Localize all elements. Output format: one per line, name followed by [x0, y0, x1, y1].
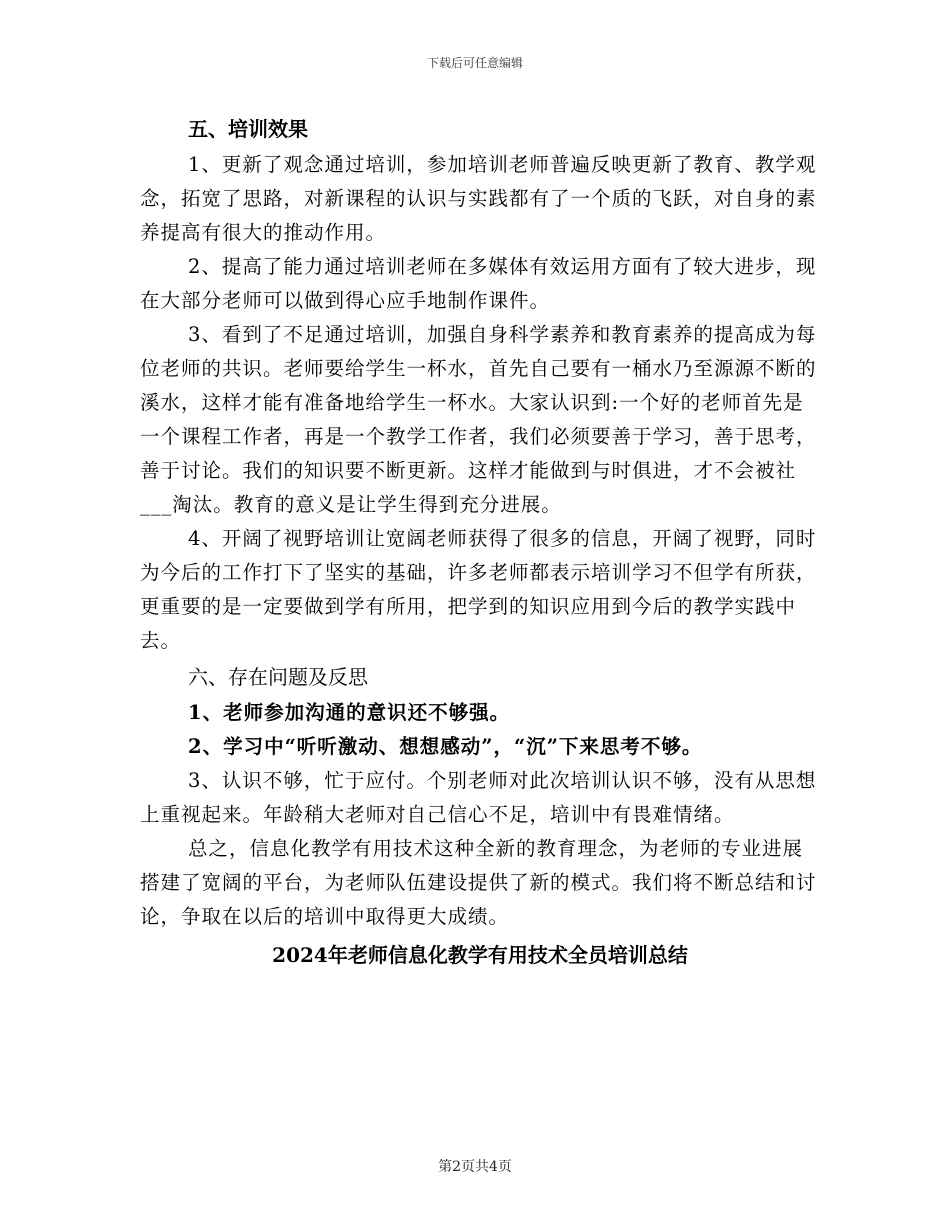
- paragraph-effect-3: 3、看到了不足通过培训，加强自身科学素养和教育素养的提高成为每位老师的共识。老师要给学生一杯水，首先自己要有一桶水乃至源源不断的溪水，这样才能有准备地给学生一杯水。大家认识到:一个好的老师首先是一个课程工作者，再是一个教学工作者，我们必须要善于学习，善于思考，善于讨论。我们的知识要不断更新。这样才能做到与时俱进，才不会被社___淘汰。教育的意义是让学生得到充分进展。: [140, 323, 817, 516]
- section-heading-problems: 六、存在问题及反思: [188, 665, 368, 689]
- next-document-title: 2024年老师信息化教学有用技术全员培训总结: [272, 943, 688, 967]
- paragraph-problem-3: 3、认识不够，忙于应付。个别老师对此次培训认识不够，没有从思想上重视起来。年龄稍大老师对自己信心不足，培训中有畏难情绪。: [140, 769, 817, 826]
- paragraph-effect-4: 4、开阔了视野培训让宽阔老师获得了很多的信息，开阔了视野，同时为今后的工作打下了坚实的基础，许多老师都表示培训学习不但学有所获，更重要的是一定要做到学有所用，把学到的知识应用到今后的教学实践中去。: [140, 527, 817, 652]
- document-body: [140, 110, 820, 972]
- section-heading-training-effects: 五、培训效果: [188, 117, 308, 141]
- paragraph-problem-1: 1、老师参加沟通的意识还不够强。: [188, 701, 511, 724]
- header-note: 下载后可任意编辑: [426, 56, 523, 70]
- paragraph-problem-2: 2、学习中“听听激动、想想感动”，“沉”下来思考不够。: [188, 735, 703, 758]
- page-number: 第2页共4页: [438, 1159, 512, 1175]
- paragraph-conclusion: 总之，信息化教学有用技术这种全新的教育理念，为老师的专业进展搭建了宽阔的平台，为老师队伍建设提供了新的模式。我们将不断总结和讨论，争取在以后的培训中取得更大成绩。: [140, 837, 817, 928]
- paragraph-effect-1: 1、更新了观念通过培训，参加培训老师普遍反映更新了教育、教学观念，拓宽了思路，对新课程的认识与实践都有了一个质的飞跃，对自身的素养提高有很大的推动作用。: [140, 153, 817, 244]
- paragraph-effect-2: 2、提高了能力通过培训老师在多媒体有效运用方面有了较大进步，现在大部分老师可以做到得心应手地制作课件。: [140, 255, 817, 312]
